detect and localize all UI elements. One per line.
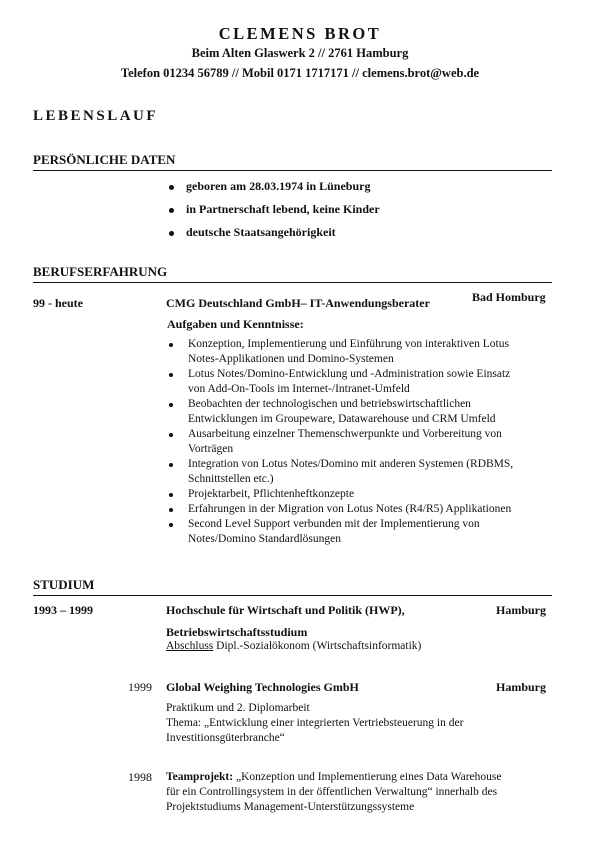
personal-item: in Partnerschaft lebend, keine Kinder [186,202,380,216]
applicant-address: Beim Alten Glaswerk 2 // 2761 Hamburg [191,46,409,60]
section-heading-personal: PERSÖNLICHE DATEN [33,152,176,167]
experience-tasks-label: Aufgaben und Kenntnisse: [167,317,304,331]
task-line: Beobachten der technologischen und betriebswirtschaftlichen [188,398,471,410]
study-school: Hochschule für Wirtschaft und Politik (HWP), [166,603,405,617]
task-line: Konzeption, Implementierung und Einführung von interaktiven Lotus [188,338,509,350]
internship-year: 1999 [128,680,152,694]
task-line: Integration von Lotus Notes/Domino mit anderen Systemen (RDBMS, [188,458,514,470]
study-location: Hamburg [496,603,547,617]
task-item [167,517,552,547]
task-line: von Add-On-Tools im Internet-/Intranet-Umfeld [188,383,410,395]
project-line: für ein Controllingsystem in der öffentlichen Verwaltung“ innerhalb des [166,786,498,798]
task-line: Entwicklungen im Groupeware, Datawarehouse und CRM Umfeld [188,413,496,425]
document-title: LEBENSLAUF [33,108,159,124]
task-line: Projektarbeit, Pflichtenheftkonzepte [188,488,355,500]
section-divider [33,170,552,171]
study-period: 1993 – 1999 [33,603,93,617]
section-heading-experience: BERUFSERFAHRUNG [33,264,168,279]
project-line [166,770,501,785]
task-line: Lotus Notes/Domino-Entwicklung und -Administration sowie Einsatz [188,368,511,380]
task-line: Erfahrungen in der Migration von Lotus Notes (R4/R5) Applikationen [188,503,512,515]
degree-value: Dipl.-Sozialökonom (Wirtschaftsinformatik) [213,640,422,652]
degree-label: Abschluss [166,640,214,652]
bullet-icon [169,493,173,497]
bullet-icon [169,208,174,213]
experience-employer: CMG Deutschland GmbH– IT-Anwendungsberater [166,296,430,310]
bullet-icon [169,403,173,407]
bullet-icon [169,373,173,377]
task-item [167,397,552,427]
task-line: Notes/Domino Standardlösungen [188,533,341,545]
task-line: Ausarbeitung einzelner Themenschwerpunkte und Vorbereitung von [188,428,502,440]
bullet-icon [169,231,174,236]
applicant-contact: Telefon 01234 56789 // Mobil 0171 1717171 // clemens.brot@web.de [120,66,480,80]
experience-period: 99 - heute [33,296,83,310]
task-item [167,367,552,397]
task-item [167,337,552,367]
bullet-icon [169,463,173,467]
bullet-icon [169,343,173,347]
internship-line: Investitionsgüterbranche“ [166,732,285,744]
task-item [167,487,552,502]
project-label: Teamprojekt: [166,771,234,783]
experience-task-list [167,337,552,547]
project-year: 1998 [128,770,152,784]
section-heading-study: STUDIUM [33,577,95,592]
task-line: Second Level Support verbunden mit der Implementierung von [188,518,480,530]
internship-location: Hamburg [496,680,547,694]
bullet-icon [169,523,173,527]
applicant-name: CLEMENS BROT [218,24,382,43]
task-item [167,427,552,457]
project-text: „Konzeption und Implementierung eines Data Warehouse [233,771,502,783]
bullet-icon [169,508,173,512]
study-degree [166,639,421,654]
project-line: Projektstudiums Management-Unterstützungssysteme [166,801,415,813]
personal-item: geboren am 28.03.1974 in Lüneburg [186,179,371,193]
bullet-icon [169,185,174,190]
task-line: Vorträgen [188,443,234,455]
task-item [167,502,552,517]
task-item [167,457,552,487]
task-line: Notes-Applikationen und Domino-Systemen [188,353,394,365]
task-line: Schnittstellen etc.) [188,473,274,485]
internship-line: Praktikum und 2. Diplomarbeit [166,702,310,714]
internship-company: Global Weighing Technologies GmbH [166,680,359,694]
personal-item: deutsche Staatsangehörigkeit [186,225,336,239]
experience-location: Bad Homburg [472,290,546,304]
bullet-icon [169,433,173,437]
internship-line: Thema: „Entwicklung einer integrierten Vertriebsteuerung in der [166,717,464,729]
section-divider [33,282,552,283]
section-divider [33,595,552,596]
study-course: Betriebswirtschaftsstudium [166,625,308,639]
